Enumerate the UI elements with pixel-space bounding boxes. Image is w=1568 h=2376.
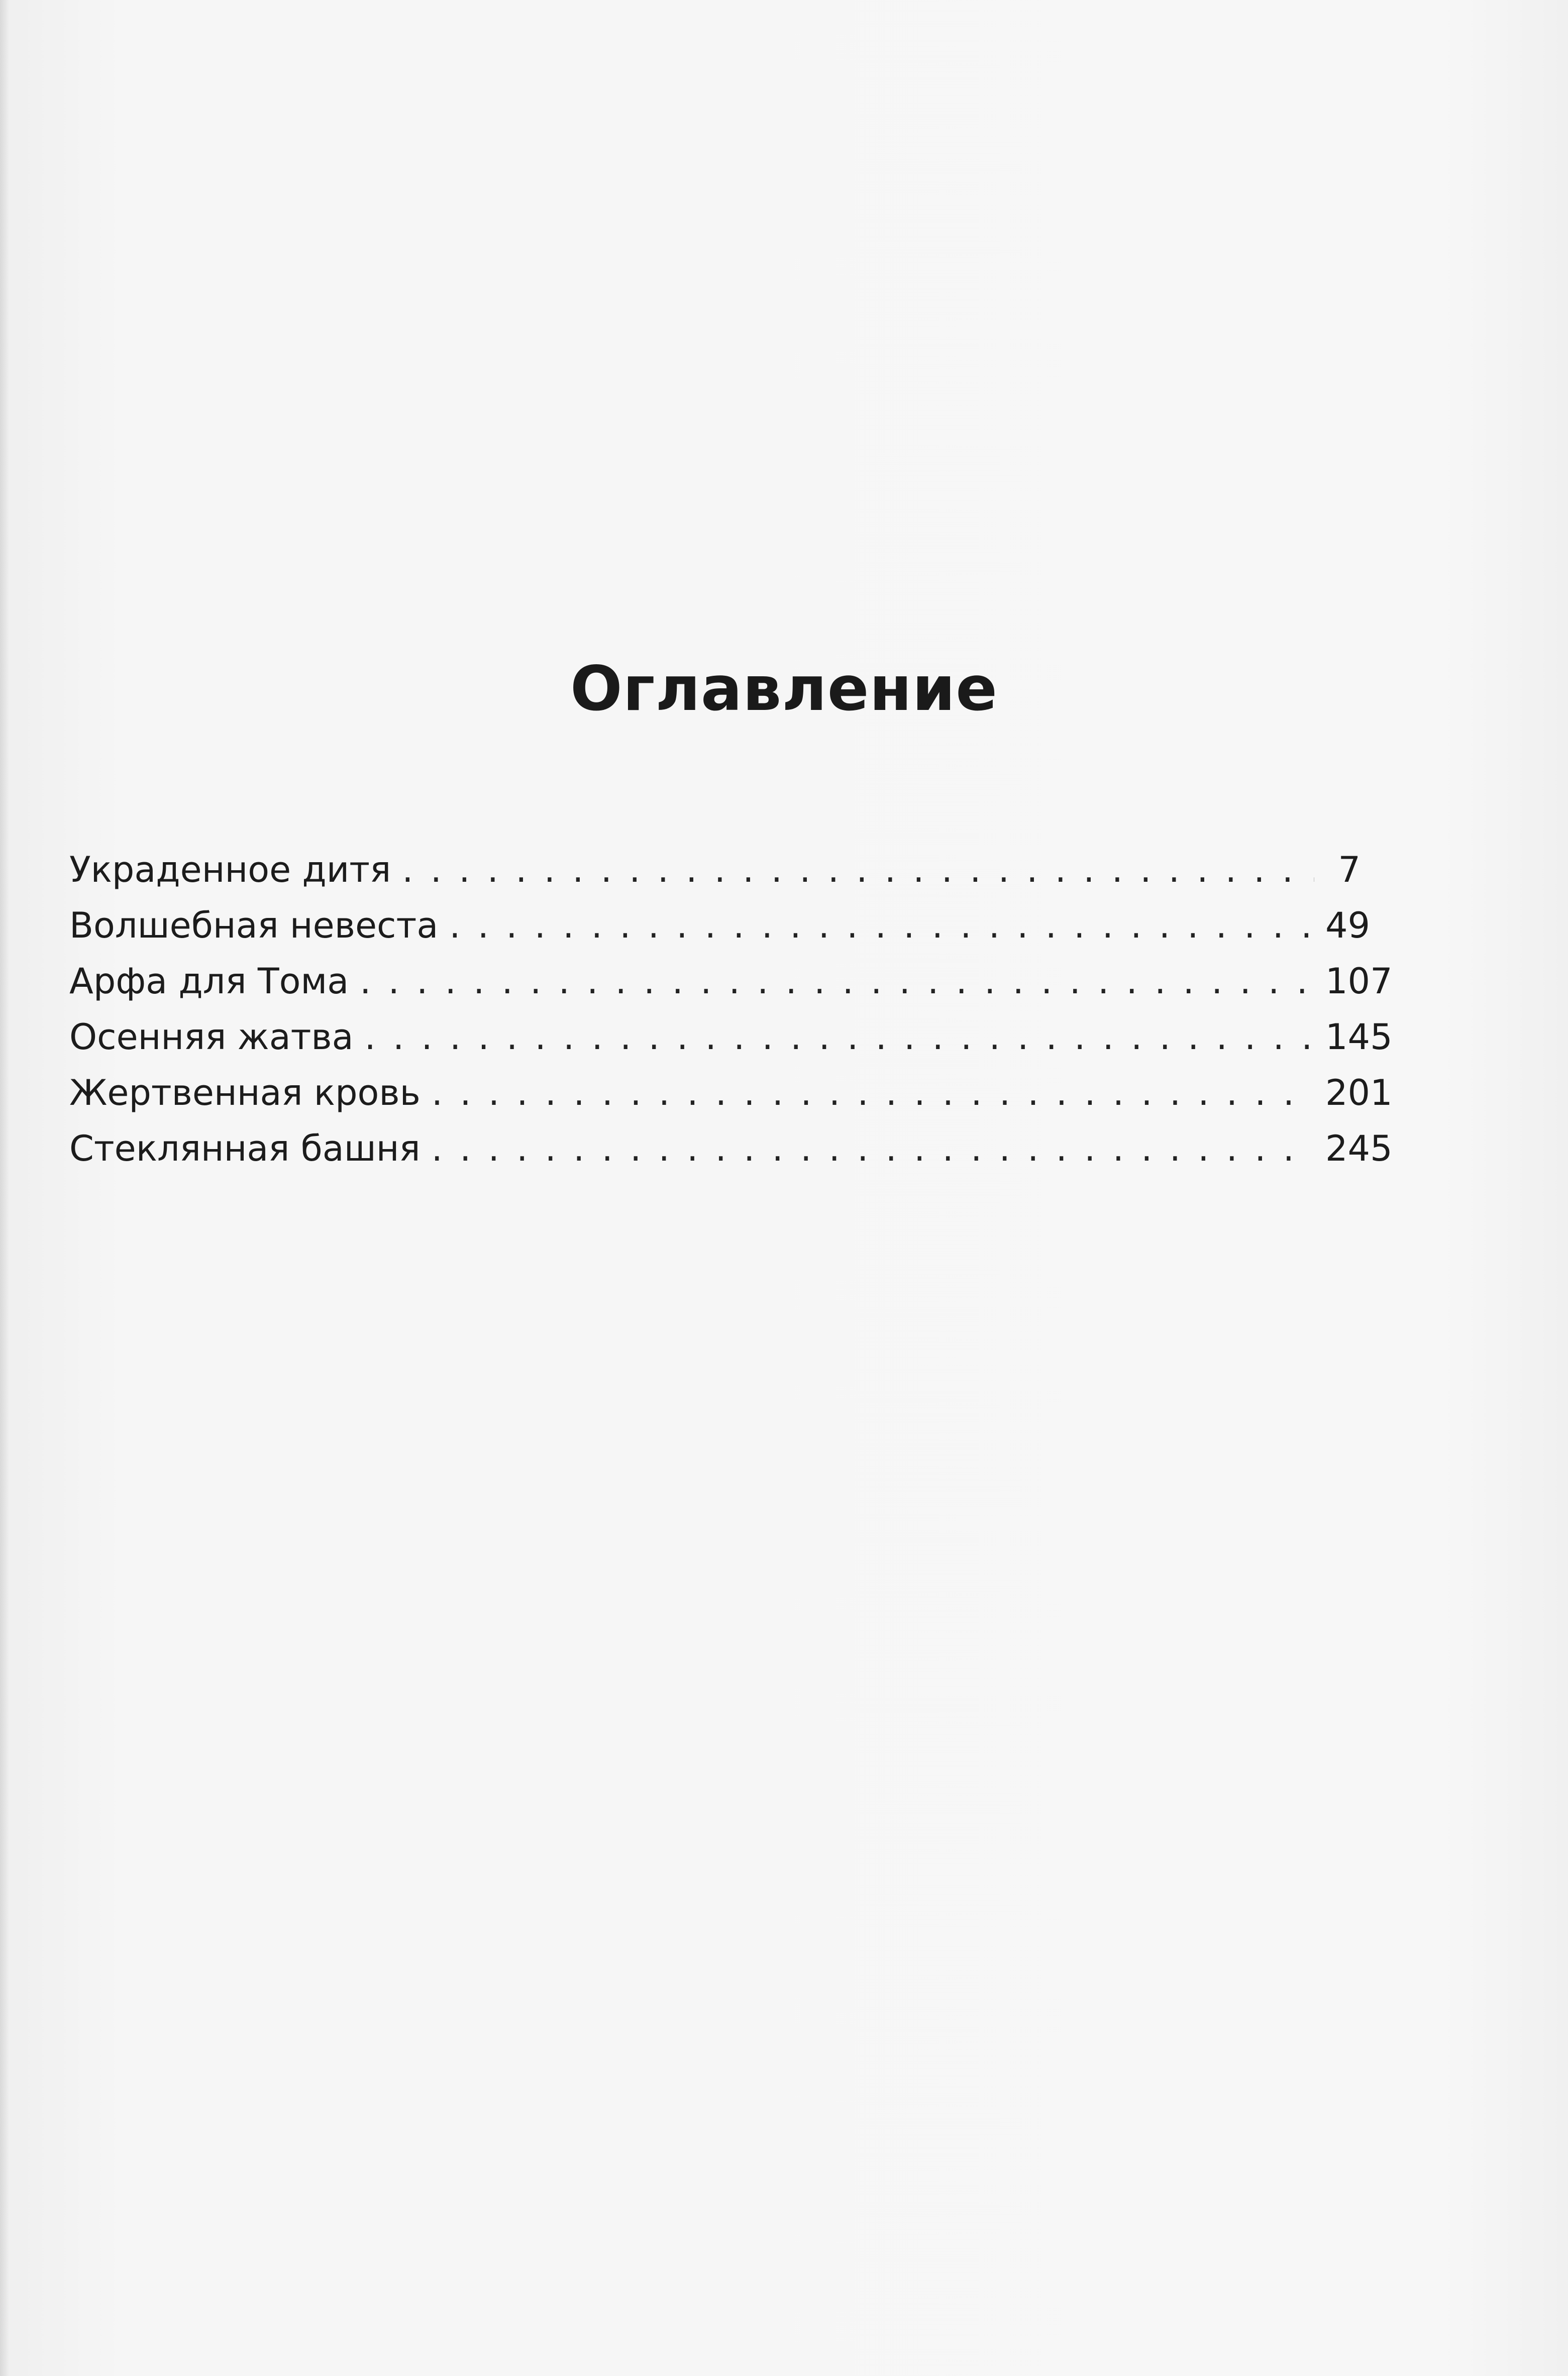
page-edge-shadow <box>0 0 9 2376</box>
toc-row <box>69 961 1393 1016</box>
toc-page-number: 49 <box>1325 905 1371 946</box>
toc-chapter-title: Стеклянная башня <box>69 1128 421 1169</box>
toc-page-number: 7 <box>1338 849 1361 890</box>
toc-row <box>69 1128 1393 1184</box>
table-of-contents <box>69 849 1393 1184</box>
toc-page-number: 145 <box>1325 1016 1393 1058</box>
toc-page-number: 107 <box>1325 961 1393 1002</box>
toc-dot-leader <box>432 1072 1314 1113</box>
toc-dot-leader <box>365 1016 1314 1058</box>
toc-row <box>69 905 1371 961</box>
toc-dot-leader <box>432 1128 1314 1169</box>
toc-chapter-title: Арфа для Тома <box>69 961 349 1002</box>
toc-chapter-title: Украденное дитя <box>69 849 391 890</box>
toc-dot-leader <box>360 961 1314 1002</box>
toc-chapter-title: Жертвенная кровь <box>69 1072 421 1113</box>
toc-dot-leader <box>449 905 1314 946</box>
toc-row <box>69 1072 1393 1128</box>
toc-row <box>69 849 1361 905</box>
toc-dot-leader <box>402 849 1314 890</box>
toc-page-number: 201 <box>1325 1072 1393 1113</box>
toc-page-number: 245 <box>1325 1128 1393 1169</box>
toc-chapter-title: Волшебная невеста <box>69 905 439 946</box>
toc-chapter-title: Осенняя жатва <box>69 1016 354 1058</box>
toc-row <box>69 1016 1393 1072</box>
page-title: Оглавление <box>570 653 998 725</box>
